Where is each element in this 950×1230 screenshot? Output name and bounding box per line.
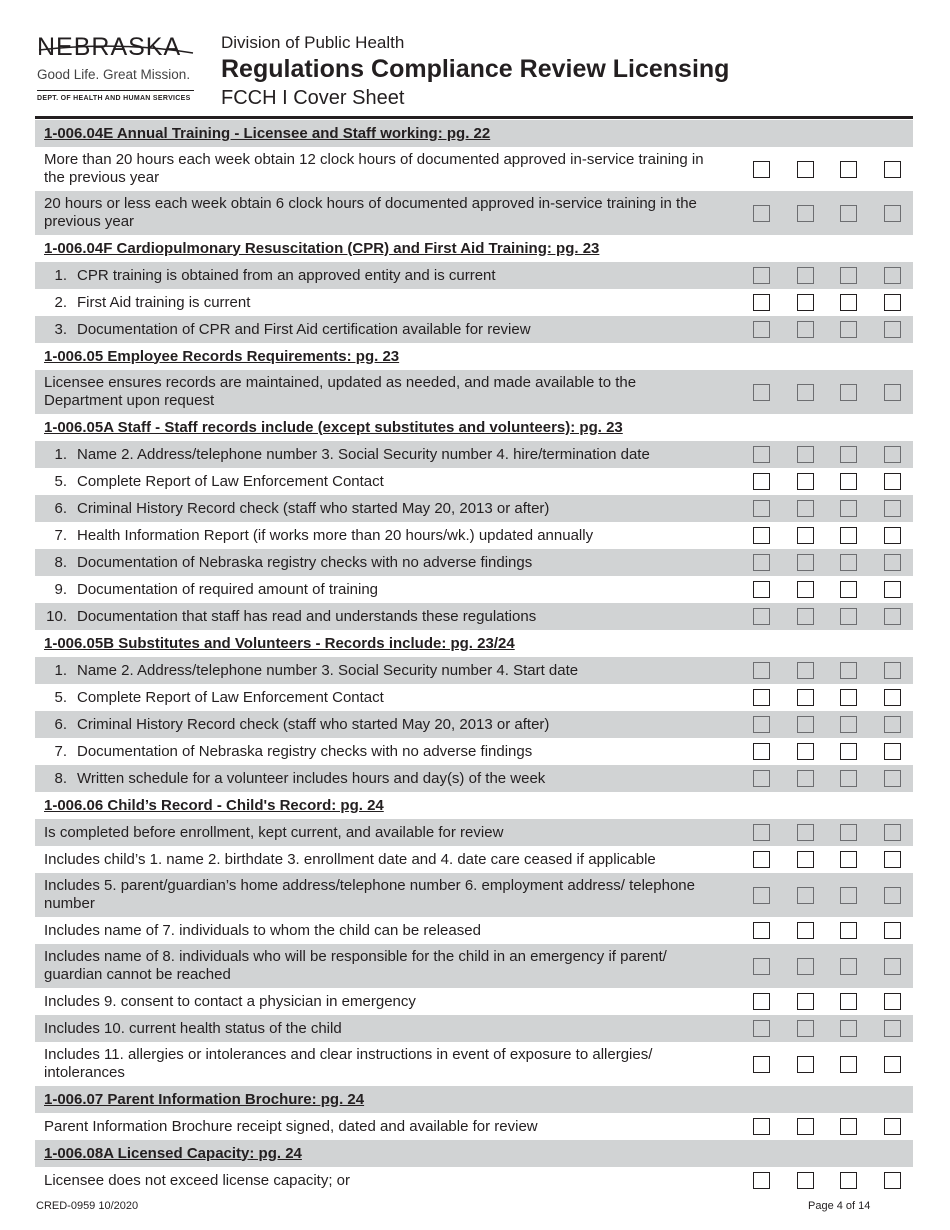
checkbox-group	[753, 576, 901, 603]
checkbox-col-3[interactable]	[840, 716, 857, 733]
page-title: Regulations Compliance Review Licensing	[221, 55, 730, 83]
checkbox-col-4[interactable]	[884, 581, 901, 598]
row-text: Includes child’s 1. name 2. birthdate 3. enrollment date and 4. date care ceased if applicable	[44, 850, 656, 868]
checkbox-col-4[interactable]	[884, 1118, 901, 1135]
checkbox-col-2[interactable]	[797, 205, 814, 222]
logo-divider	[37, 90, 194, 91]
checkbox-col-2[interactable]	[797, 500, 814, 517]
item-text: Criminal History Record check (staff who started May 20, 2013 or after)	[77, 499, 550, 517]
checkbox-group	[753, 191, 901, 235]
row-text: Includes 10. current health status of the child	[44, 1019, 342, 1037]
checkbox-col-1[interactable]	[753, 294, 770, 311]
section-header-row	[35, 630, 913, 657]
section-title: 1-006.05 Employee Records Requirements: pg. 23	[44, 347, 400, 365]
checkbox-col-2[interactable]	[797, 1118, 814, 1135]
checkbox-group	[753, 468, 901, 495]
checkbox-col-2[interactable]	[797, 1172, 814, 1189]
checkbox-col-2[interactable]	[797, 554, 814, 571]
section-title: 1-006.05A Staff - Staff records include (except substitutes and volunteers): pg. 23	[44, 418, 623, 436]
row-text	[35, 608, 715, 626]
row-text	[35, 527, 715, 545]
checkbox-group	[753, 495, 901, 522]
row-text	[35, 321, 715, 339]
checklist-row	[35, 657, 913, 684]
checklist-row	[35, 1042, 913, 1086]
checklist-row	[35, 765, 913, 792]
row-text	[35, 716, 715, 734]
item-number: 5.	[54, 688, 67, 706]
item-text: Documentation of CPR and First Aid certification available for review	[77, 320, 531, 338]
section-header-row	[35, 1140, 913, 1167]
checkbox-col-3[interactable]	[840, 205, 857, 222]
checkbox-group	[753, 316, 901, 343]
row-text: More than 20 hours each week obtain 12 clock hours of documented approved in-service training in the previous year	[44, 151, 704, 186]
checkbox-col-4[interactable]	[884, 1172, 901, 1189]
page-number: Page 4 of 14	[808, 1200, 871, 1212]
checkbox-col-3[interactable]	[840, 473, 857, 490]
item-number: 10.	[46, 607, 67, 625]
checkbox-col-1[interactable]	[753, 384, 770, 401]
checkbox-group	[753, 262, 901, 289]
checkbox-col-1[interactable]	[753, 1020, 770, 1037]
checkbox-col-3[interactable]	[840, 446, 857, 463]
section-header-row	[35, 792, 913, 819]
checklist-row	[35, 1167, 913, 1194]
checkbox-col-3[interactable]	[840, 554, 857, 571]
row-text	[35, 770, 715, 788]
checklist-row	[35, 289, 913, 316]
checkbox-col-2[interactable]	[797, 824, 814, 841]
checkbox-col-1[interactable]	[753, 446, 770, 463]
checklist-row	[35, 549, 913, 576]
checklist-row	[35, 684, 913, 711]
checkbox-col-2[interactable]	[797, 446, 814, 463]
checkbox-col-4[interactable]	[884, 321, 901, 338]
checkbox-col-3[interactable]	[840, 1118, 857, 1135]
checkbox-col-4[interactable]	[884, 689, 901, 706]
section-title: 1-006.04E Annual Training - Licensee and Staff working: pg. 22	[44, 124, 491, 142]
item-text: Documentation of required amount of training	[77, 580, 379, 598]
checklist-row	[35, 944, 913, 988]
checkbox-col-1[interactable]	[753, 743, 770, 760]
checkbox-group	[753, 1042, 901, 1086]
checkbox-col-4[interactable]	[884, 851, 901, 868]
checklist-row	[35, 262, 913, 289]
checkbox-col-3[interactable]	[840, 321, 857, 338]
checkbox-col-1[interactable]	[753, 958, 770, 975]
checkbox-col-1[interactable]	[753, 581, 770, 598]
checkbox-col-1[interactable]	[753, 1172, 770, 1189]
checklist-row	[35, 917, 913, 944]
item-number: 2.	[54, 293, 67, 311]
checklist-row	[35, 316, 913, 343]
checklist-row	[35, 576, 913, 603]
checkbox-col-1[interactable]	[753, 473, 770, 490]
item-number: 1.	[54, 445, 67, 463]
checkbox-col-3[interactable]	[840, 958, 857, 975]
logo-tagline: Good Life. Great Mission.	[37, 67, 191, 82]
checklist-row	[35, 495, 913, 522]
checkbox-col-3[interactable]	[840, 1056, 857, 1073]
row-text	[35, 473, 715, 491]
checkbox-col-3[interactable]	[840, 384, 857, 401]
checkbox-col-3[interactable]	[840, 887, 857, 904]
item-text: Name 2. Address/telephone number 3. Social Security number 4. hire/termination date	[77, 445, 650, 463]
checkbox-col-3[interactable]	[840, 500, 857, 517]
checkbox-col-3[interactable]	[840, 608, 857, 625]
checkbox-col-4[interactable]	[884, 662, 901, 679]
checklist-row	[35, 191, 913, 235]
checkbox-col-3[interactable]	[840, 527, 857, 544]
checkbox-col-4[interactable]	[884, 824, 901, 841]
checkbox-col-4[interactable]	[884, 1020, 901, 1037]
item-number: 8.	[54, 553, 67, 571]
row-text	[35, 446, 715, 464]
checkbox-col-2[interactable]	[797, 267, 814, 284]
logo-department: DEPT. OF HEALTH AND HUMAN SERVICES	[37, 95, 191, 102]
checklist-row	[35, 873, 913, 917]
checklist-row	[35, 819, 913, 846]
checkbox-group	[753, 441, 901, 468]
checkbox-group	[753, 289, 901, 316]
checkbox-group	[753, 684, 901, 711]
item-text: Documentation that staff has read and understands these regulations	[77, 607, 537, 625]
checkbox-col-2[interactable]	[797, 473, 814, 490]
checkbox-col-1[interactable]	[753, 267, 770, 284]
checkbox-col-3[interactable]	[840, 294, 857, 311]
item-text: Criminal History Record check (staff who started May 20, 2013 or after)	[77, 715, 550, 733]
item-number: 6.	[54, 499, 67, 517]
item-text: CPR training is obtained from an approved entity and is current	[77, 266, 496, 284]
item-number: 6.	[54, 715, 67, 733]
checkbox-col-2[interactable]	[797, 384, 814, 401]
checkbox-col-3[interactable]	[840, 267, 857, 284]
checkbox-col-2[interactable]	[797, 689, 814, 706]
row-text	[35, 267, 715, 285]
item-number: 7.	[54, 742, 67, 760]
checklist-row	[35, 147, 913, 191]
checkbox-col-1[interactable]	[753, 887, 770, 904]
checklist-row	[35, 441, 913, 468]
checklist-row	[35, 468, 913, 495]
form-id: CRED-0959 10/2020	[36, 1200, 139, 1212]
row-text: Licensee ensures records are maintained, updated as needed, and made available to the Department upon request	[44, 374, 637, 409]
item-number: 5.	[54, 472, 67, 490]
section-title: 1-006.05B Substitutes and Volunteers - Records include: pg. 23/24	[44, 634, 515, 652]
checkbox-col-2[interactable]	[797, 851, 814, 868]
row-text: Is completed before enrollment, kept current, and available for review	[44, 823, 504, 841]
checkbox-group	[753, 549, 901, 576]
checkbox-col-4[interactable]	[884, 716, 901, 733]
row-text	[35, 294, 715, 312]
checkbox-group	[753, 370, 901, 414]
checkbox-group	[753, 846, 901, 873]
checklist-row	[35, 1113, 913, 1140]
row-text: 20 hours or less each week obtain 6 clock hours of documented approved in-service training in the previous year	[44, 195, 697, 230]
checkbox-col-4[interactable]	[884, 205, 901, 222]
checkbox-col-4[interactable]	[884, 527, 901, 544]
nebraska-dhhs-logo	[37, 34, 197, 102]
checklist-row	[35, 846, 913, 873]
checkbox-col-3[interactable]	[840, 993, 857, 1010]
row-text: Includes 5. parent/guardian’s home address/telephone number 6. employment address/ telephone number	[44, 877, 695, 912]
checklist-row	[35, 1015, 913, 1042]
checkbox-col-2[interactable]	[797, 161, 814, 178]
checkbox-col-2[interactable]	[797, 581, 814, 598]
checkbox-col-2[interactable]	[797, 922, 814, 939]
checkbox-col-4[interactable]	[884, 770, 901, 787]
item-text: Name 2. Address/telephone number 3. Social Security number 4. Start date	[77, 661, 579, 679]
checklist-row	[35, 988, 913, 1015]
row-text	[35, 689, 715, 707]
checkbox-col-4[interactable]	[884, 608, 901, 625]
row-text	[35, 581, 715, 599]
checkbox-group	[753, 603, 901, 630]
row-text: Includes name of 7. individuals to whom the child can be released	[44, 921, 481, 939]
page-subtitle: FCCH I Cover Sheet	[221, 87, 405, 109]
checkbox-group	[753, 738, 901, 765]
checklist-row	[35, 370, 913, 414]
section-header-row	[35, 343, 913, 370]
checkbox-group	[753, 765, 901, 792]
checkbox-col-2[interactable]	[797, 608, 814, 625]
row-text	[35, 554, 715, 572]
checkbox-col-1[interactable]	[753, 1056, 770, 1073]
checkbox-col-4[interactable]	[884, 294, 901, 311]
checkbox-group	[753, 988, 901, 1015]
checkbox-col-1[interactable]	[753, 689, 770, 706]
item-number: 9.	[54, 580, 67, 598]
checkbox-col-4[interactable]	[884, 958, 901, 975]
checkbox-col-2[interactable]	[797, 1020, 814, 1037]
page-header	[0, 0, 950, 118]
checklist-row	[35, 711, 913, 738]
checkbox-group	[753, 944, 901, 988]
checkbox-col-3[interactable]	[840, 161, 857, 178]
compliance-checklist	[35, 120, 913, 1194]
section-title: 1-006.08A Licensed Capacity: pg. 24	[44, 1144, 302, 1162]
checkbox-col-1[interactable]	[753, 500, 770, 517]
item-text: Documentation of Nebraska registry checks with no adverse findings	[77, 553, 533, 571]
item-text: Complete Report of Law Enforcement Contact	[77, 472, 384, 490]
checkbox-col-3[interactable]	[840, 824, 857, 841]
checkbox-col-4[interactable]	[884, 500, 901, 517]
checklist-row	[35, 738, 913, 765]
logo-wordmark: NEBRASKA	[37, 34, 197, 60]
row-text	[35, 662, 715, 680]
checkbox-col-4[interactable]	[884, 267, 901, 284]
item-text: Complete Report of Law Enforcement Contact	[77, 688, 384, 706]
row-text	[35, 743, 715, 761]
checkbox-col-4[interactable]	[884, 922, 901, 939]
checkbox-group	[753, 1015, 901, 1042]
checkbox-group	[753, 917, 901, 944]
checkbox-group	[753, 819, 901, 846]
checkbox-col-4[interactable]	[884, 743, 901, 760]
checkbox-col-2[interactable]	[797, 770, 814, 787]
logo-swoosh-icon	[37, 43, 195, 57]
item-number: 1.	[54, 266, 67, 284]
checkbox-group	[753, 1113, 901, 1140]
checkbox-col-4[interactable]	[884, 1056, 901, 1073]
checkbox-col-4[interactable]	[884, 554, 901, 571]
item-text: Health Information Report (if works more than 20 hours/wk.) updated annually	[77, 526, 594, 544]
checkbox-col-1[interactable]	[753, 554, 770, 571]
row-text: Parent Information Brochure receipt signed, dated and available for review	[44, 1117, 538, 1135]
checklist-row	[35, 603, 913, 630]
checkbox-col-4[interactable]	[884, 473, 901, 490]
checkbox-col-3[interactable]	[840, 1020, 857, 1037]
item-text: Documentation of Nebraska registry checks with no adverse findings	[77, 742, 533, 760]
section-header-row	[35, 235, 913, 262]
checkbox-col-4[interactable]	[884, 446, 901, 463]
checkbox-col-1[interactable]	[753, 205, 770, 222]
checkbox-col-4[interactable]	[884, 993, 901, 1010]
checkbox-col-4[interactable]	[884, 887, 901, 904]
checkbox-col-2[interactable]	[797, 662, 814, 679]
checkbox-col-3[interactable]	[840, 662, 857, 679]
checkbox-col-1[interactable]	[753, 993, 770, 1010]
item-number: 1.	[54, 661, 67, 679]
checkbox-col-2[interactable]	[797, 743, 814, 760]
checkbox-col-1[interactable]	[753, 321, 770, 338]
checkbox-col-3[interactable]	[840, 1172, 857, 1189]
checkbox-col-3[interactable]	[840, 770, 857, 787]
section-header-row	[35, 1086, 913, 1113]
section-header-row	[35, 414, 913, 441]
checkbox-col-1[interactable]	[753, 662, 770, 679]
checkbox-col-3[interactable]	[840, 743, 857, 760]
checkbox-col-1[interactable]	[753, 608, 770, 625]
checkbox-col-2[interactable]	[797, 716, 814, 733]
division-name: Division of Public Health	[221, 33, 405, 52]
checkbox-col-1[interactable]	[753, 770, 770, 787]
header-titles	[221, 33, 729, 110]
checkbox-col-2[interactable]	[797, 958, 814, 975]
checkbox-col-3[interactable]	[840, 851, 857, 868]
item-number: 8.	[54, 769, 67, 787]
checkbox-col-2[interactable]	[797, 321, 814, 338]
checkbox-col-4[interactable]	[884, 384, 901, 401]
item-text: First Aid training is current	[77, 293, 251, 311]
checkbox-col-1[interactable]	[753, 922, 770, 939]
checkbox-col-3[interactable]	[840, 922, 857, 939]
checkbox-group	[753, 873, 901, 917]
checkbox-col-1[interactable]	[753, 161, 770, 178]
checkbox-col-2[interactable]	[797, 887, 814, 904]
section-title: 1-006.06 Child’s Record - Child's Record: pg. 24	[44, 796, 384, 814]
item-number: 7.	[54, 526, 67, 544]
section-title: 1-006.04F Cardiopulmonary Resuscitation (CPR) and First Aid Training: pg. 23	[44, 239, 600, 257]
checklist-row	[35, 522, 913, 549]
checkbox-col-1[interactable]	[753, 1118, 770, 1135]
checkbox-col-3[interactable]	[840, 689, 857, 706]
item-number: 3.	[54, 320, 67, 338]
row-text: Includes 11. allergies or intolerances and clear instructions in event of exposure to allergies/ intolerances	[44, 1046, 653, 1081]
row-text: Includes name of 8. individuals who will be responsible for the child in an emergency if parent/ guardian cannot be reached	[44, 948, 667, 983]
section-header-row	[35, 120, 913, 147]
checkbox-group	[753, 657, 901, 684]
checkbox-group	[753, 711, 901, 738]
row-text: Includes 9. consent to contact a physician in emergency	[44, 992, 416, 1010]
checkbox-col-1[interactable]	[753, 824, 770, 841]
checkbox-group	[753, 522, 901, 549]
header-rule	[35, 116, 913, 119]
section-title: 1-006.07 Parent Information Brochure: pg. 24	[44, 1090, 365, 1108]
row-text: Licensee does not exceed license capacity; or	[44, 1171, 351, 1189]
checkbox-col-2[interactable]	[797, 1056, 814, 1073]
item-text: Written schedule for a volunteer includes hours and day(s) of the week	[77, 769, 546, 787]
checkbox-col-2[interactable]	[797, 294, 814, 311]
checkbox-group	[753, 1167, 901, 1194]
checkbox-col-1[interactable]	[753, 851, 770, 868]
checkbox-col-2[interactable]	[797, 993, 814, 1010]
checkbox-col-2[interactable]	[797, 527, 814, 544]
checkbox-col-4[interactable]	[884, 161, 901, 178]
checkbox-col-3[interactable]	[840, 581, 857, 598]
checkbox-col-1[interactable]	[753, 527, 770, 544]
checkbox-group	[753, 147, 901, 191]
row-text	[35, 500, 715, 518]
checkbox-col-1[interactable]	[753, 716, 770, 733]
